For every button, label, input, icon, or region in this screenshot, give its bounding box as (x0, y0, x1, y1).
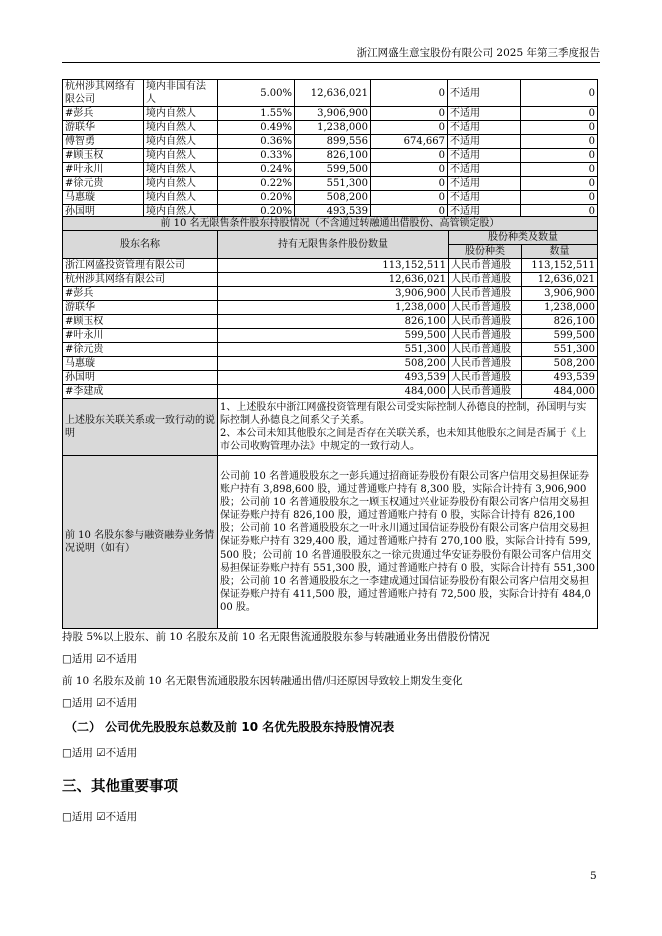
holder-nature: 境内自然人 (144, 121, 218, 135)
restricted-shares: 674,667 (371, 135, 448, 149)
pledged-quantity: 0 (521, 191, 598, 205)
holder-nature: 境内自然人 (144, 149, 218, 163)
table-row (63, 177, 598, 191)
holder-name: 马惠璇 (63, 357, 218, 371)
table-row (63, 301, 598, 315)
holder-name: #顾玉权 (63, 149, 144, 163)
share-quantity: 484,000 (522, 385, 598, 399)
holding-ratio: 0.33% (218, 149, 295, 163)
pledge-status: 不适用 (448, 163, 521, 177)
table-row (63, 357, 598, 371)
pledged-quantity: 0 (521, 135, 598, 149)
pledge-status: 不适用 (448, 177, 521, 191)
holder-name: 杭州涉其网络有限公司 (63, 80, 144, 107)
table-row (63, 273, 598, 287)
pledge-status: 不适用 (448, 107, 521, 121)
other-matters-heading: 三、其他重要事项 (62, 779, 178, 795)
report-header: 浙江网盛生意宝股份有限公司 2025 年第三季度报告 (356, 47, 600, 59)
pledged-quantity: 0 (521, 121, 598, 135)
share-type: 人民币普通股 (449, 371, 522, 385)
share-type: 人民币普通股 (449, 273, 522, 287)
holding-ratio: 0.49% (218, 121, 295, 135)
unrestricted-shares: 599,500 (218, 329, 449, 343)
share-quantity: 3,906,900 (522, 287, 598, 301)
table-row (63, 343, 598, 357)
restricted-shares: 0 (371, 149, 448, 163)
pledged-quantity: 0 (521, 80, 598, 107)
table-row (63, 135, 598, 149)
pledged-quantity: 0 (521, 177, 598, 191)
share-type: 人民币普通股 (449, 343, 522, 357)
restricted-shares: 0 (371, 121, 448, 135)
unrestricted-shares: 508,200 (218, 357, 449, 371)
unrestricted-title: 前 10 名无限售条件股东持股情况（不含通过转融通出借股份、高管锁定股） (63, 217, 598, 231)
share-type: 人民币普通股 (449, 287, 522, 301)
share-type: 人民币普通股 (449, 329, 522, 343)
table-row (63, 287, 598, 301)
holder-nature: 境内自然人 (144, 163, 218, 177)
holder-name: #彭兵 (63, 107, 144, 121)
col-quantity: 数量 (522, 245, 598, 259)
restricted-shares: 0 (371, 163, 448, 177)
table-row (63, 80, 598, 107)
pledged-quantity: 0 (521, 149, 598, 163)
share-quantity: 508,200 (522, 357, 598, 371)
unrestricted-shares: 12,636,021 (218, 273, 449, 287)
margin-label: 前 10 名股东参与融资融券业务情况说明（如有） (63, 456, 218, 629)
share-type: 人民币普通股 (449, 259, 522, 273)
top-holders-table (62, 79, 598, 219)
pledged-quantity: 0 (521, 205, 598, 219)
relation-text: 1、上述股东中浙江网盛投资管理有限公司受实际控制人孙德良的控制，孙国明与实际控制人孙德良之间系父子关系。 2、本公司未知其他股东之间是否存在关联关系，也未知其他股东之间是否属于《上市公司收购管理办法》中规定的一致行动人。 (218, 399, 598, 456)
header-divider (62, 62, 600, 63)
holder-name: #叶永川 (63, 163, 144, 177)
unrestricted-shares: 493,539 (218, 371, 449, 385)
restricted-shares: 0 (371, 177, 448, 191)
relation-label: 上述股东关联关系或一致行动的说明 (63, 399, 218, 456)
unrestricted-shares: 1,238,000 (218, 301, 449, 315)
pledge-status: 不适用 (448, 135, 521, 149)
holder-name: #李建成 (63, 385, 218, 399)
restricted-shares: 0 (371, 80, 448, 107)
holding-shares: 599,500 (295, 163, 371, 177)
table-row (63, 149, 598, 163)
col-unrestricted-shares: 持有无限售条件股份数量 (218, 231, 449, 259)
pledge-status: 不适用 (448, 80, 521, 107)
holding-shares: 508,200 (295, 191, 371, 205)
table-row (63, 191, 598, 205)
holder-nature: 境内自然人 (144, 135, 218, 149)
holder-name: 浙江网盛投资管理有限公司 (63, 259, 218, 273)
table-row (63, 121, 598, 135)
holding-ratio: 0.20% (218, 191, 295, 205)
lending-note: 持股 5%以上股东、前 10 名股东及前 10 名无限售流通股股东参与转融通业务出借股份情况 (62, 631, 490, 643)
pledge-status: 不适用 (448, 121, 521, 135)
holder-name: #顾玉权 (63, 315, 218, 329)
holder-nature: 境内非国有法人 (144, 80, 218, 107)
share-type: 人民币普通股 (449, 385, 522, 399)
share-type: 人民币普通股 (449, 315, 522, 329)
holder-nature: 境内自然人 (144, 191, 218, 205)
share-quantity: 826,100 (522, 315, 598, 329)
holding-ratio: 0.20% (218, 205, 295, 219)
holding-shares: 899,556 (295, 135, 371, 149)
col-type-group: 股份种类及数量 (449, 231, 598, 245)
holder-name: #叶永川 (63, 329, 218, 343)
restricted-shares: 0 (371, 191, 448, 205)
pledge-status: 不适用 (448, 205, 521, 219)
change-checkbox: □适用 ☑不适用 (62, 697, 138, 709)
table-row (63, 385, 598, 399)
share-quantity: 493,539 (522, 371, 598, 385)
holder-name: 傅智勇 (63, 135, 144, 149)
unrestricted-shares: 484,000 (218, 385, 449, 399)
holder-nature: 境内自然人 (144, 177, 218, 191)
page-number: 5 (590, 870, 597, 882)
holding-shares: 12,636,021 (295, 80, 371, 107)
share-quantity: 1,238,000 (522, 301, 598, 315)
holding-shares: 826,100 (295, 149, 371, 163)
margin-text: 公司前 10 名普通股股东之一彭兵通过招商证券股份有限公司客户信用交易担保证券账户持有 3,898,600 股，通过普通账户持有 8,300 股，实际合计持有 3,906,900 股；公司前 10 名普通股股东之一顾玉权通过兴业证券股份有限公司客户信用交易担保证券账户持有 826,100 股，通过普通账户持有 0 股，实际合计持有 826,100 股；公司前 10 名普通股股东之一叶永川通过国信证券股份有限公司客户信用交易担保证券账户持有 329,400 股，通过普通账户持有 270,100 股，实际合计持有 599,500 股；公司前 10 名普通股股东之一徐元贵通过华安证券股份有限公司客户信用交易担保证券账户持有 551,300 股，通过普通账户持有 0 股，实际合计持有 551,300 股；公司前 10 名普通股股东之一李建成通过国信证券股份有限公司客户信用交易担保证券账户持有 411,500 股，通过普通账户持有 72,500 股，实际合计持有 484,000 股。 (218, 456, 598, 629)
holder-name: #徐元贵 (63, 343, 218, 357)
holding-ratio: 0.36% (218, 135, 295, 149)
holder-name: 孙国明 (63, 205, 144, 219)
holder-name: 孙国明 (63, 371, 218, 385)
lending-checkbox: □适用 ☑不适用 (62, 653, 138, 665)
holder-name: 马惠璇 (63, 191, 144, 205)
unrestricted-holders-table (62, 216, 598, 629)
holder-nature: 境内自然人 (144, 107, 218, 121)
preferred-shares-heading: （二） 公司优先股股东总数及前 10 名优先股股东持股情况表 (65, 720, 395, 734)
pledged-quantity: 0 (521, 107, 598, 121)
share-type: 人民币普通股 (449, 301, 522, 315)
holding-shares: 551,300 (295, 177, 371, 191)
holder-name: 游联华 (63, 121, 144, 135)
holder-name: 游联华 (63, 301, 218, 315)
holder-name: #徐元贵 (63, 177, 144, 191)
table-row (63, 315, 598, 329)
share-quantity: 113,152,511 (522, 259, 598, 273)
restricted-shares: 0 (371, 107, 448, 121)
pledge-status: 不适用 (448, 191, 521, 205)
holding-shares: 1,238,000 (295, 121, 371, 135)
holding-ratio: 5.00% (218, 80, 295, 107)
table-row (63, 107, 598, 121)
holding-ratio: 0.24% (218, 163, 295, 177)
table-row (63, 259, 598, 273)
holding-shares: 493,539 (295, 205, 371, 219)
table-row (63, 329, 598, 343)
table-row (63, 163, 598, 177)
restricted-shares: 0 (371, 205, 448, 219)
table-row (63, 371, 598, 385)
holder-name: #彭兵 (63, 287, 218, 301)
col-holder-name: 股东名称 (63, 231, 218, 259)
share-type: 人民币普通股 (449, 357, 522, 371)
col-share-type: 股份种类 (449, 245, 522, 259)
other-matters-checkbox: □适用 ☑不适用 (62, 811, 138, 823)
pledge-status: 不适用 (448, 149, 521, 163)
holding-shares: 3,906,900 (295, 107, 371, 121)
share-quantity: 599,500 (522, 329, 598, 343)
share-quantity: 551,300 (522, 343, 598, 357)
unrestricted-shares: 3,906,900 (218, 287, 449, 301)
preferred-checkbox: □适用 ☑不适用 (62, 747, 138, 759)
unrestricted-shares: 551,300 (218, 343, 449, 357)
change-note: 前 10 名股东及前 10 名无限售流通股股东因转融通出借/归还原因导致较上期发生变化 (62, 675, 463, 687)
pledged-quantity: 0 (521, 163, 598, 177)
holding-ratio: 1.55% (218, 107, 295, 121)
holder-nature: 境内自然人 (144, 205, 218, 219)
unrestricted-shares: 113,152,511 (218, 259, 449, 273)
holding-ratio: 0.22% (218, 177, 295, 191)
unrestricted-shares: 826,100 (218, 315, 449, 329)
share-quantity: 12,636,021 (522, 273, 598, 287)
holder-name: 杭州涉其网络有限公司 (63, 273, 218, 287)
